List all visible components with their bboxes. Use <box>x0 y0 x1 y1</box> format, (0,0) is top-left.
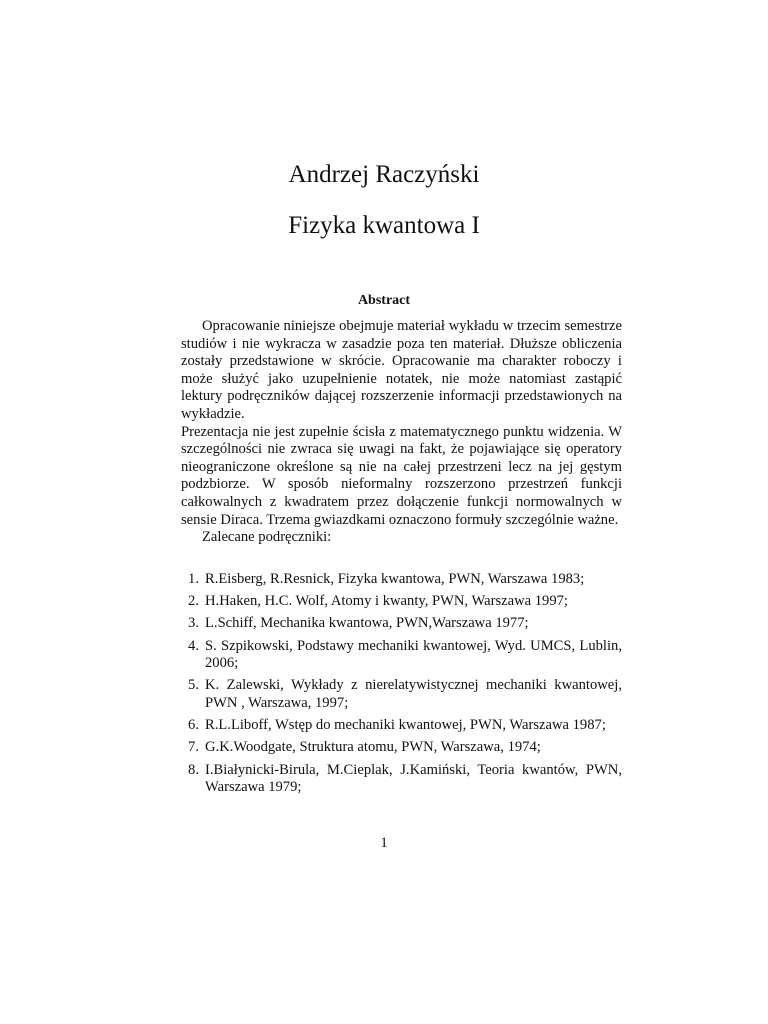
textbook-reference: S. Szpikowski, Podstawy mechaniki kwantowej, Wyd. UMCS, Lublin, 2006; <box>205 637 622 672</box>
textbook-number: 4. <box>188 637 199 654</box>
textbook-reference: R.L.Liboff, Wstęp do mechaniki kwantowej, PWN, Warszawa 1987; <box>205 717 606 734</box>
author-name: Andrzej Raczyński <box>288 161 480 188</box>
abstract-paragraph: Prezentacja nie jest zupełnie ścisła z matematycznego punktu widzenia. W szczególności nie zwraca się uwagi na fakt, że pojawiające się operatory nieograniczone określone są nie na całej przestrzeni lecz na jej gęstym podzbiorze. W sposób nieformalny rozszerzono przestrzeń funkcji całkowalnych z kwadratem przez dołączenie funkcji normowalnych w sensie Diraca. Trzema gwiazdkami oznaczono formuły szczególnie ważne. <box>181 423 622 528</box>
textbook-item <box>181 739 622 757</box>
textbook-number: 6. <box>188 717 199 734</box>
textbook-reference: H.Haken, H.C. Wolf, Atomy i kwanty, PWN, Warszawa 1997; <box>205 593 568 610</box>
textbook-reference: I.Białynicki-Birula, M.Cieplak, J.Kamiński, Teoria kwantów, PWN, Warszawa 1979; <box>205 761 622 796</box>
textbook-item <box>181 593 622 611</box>
textbook-number: 1. <box>188 571 199 587</box>
textbook-number: 3. <box>188 615 199 632</box>
textbook-item <box>181 615 622 633</box>
page-number: 1 <box>380 835 388 851</box>
textbook-reference: K. Zalewski, Wykłady z nierelatywistycznej mechaniki kwantowej, PWN , Warszawa, 1997; <box>205 677 622 711</box>
abstract-paragraph: Opracowanie niniejsze obejmuje materiał wykładu w trzecim semestrze studiów i nie wykracza w zasadzie poza ten materiał. Dłuższe obliczenia zostały przedstawione w skrócie. Opracowanie ma charakter roboczy i może służyć jako uzupełnienie notatek, nie może natomiast zastąpić lektury podręczników dającej rozszerzenie informacji przedstawionych na wykładzie. <box>181 318 622 422</box>
textbook-item <box>181 638 622 673</box>
textbook-number: 8. <box>188 761 199 778</box>
abstract-heading: Abstract <box>357 293 411 308</box>
textbook-list <box>181 571 622 801</box>
textbook-item <box>181 677 622 712</box>
textbook-reference: R.Eisberg, R.Resnick, Fizyka kwantowa, PWN, Warszawa 1983; <box>205 571 585 587</box>
textbook-number: 2. <box>188 593 199 610</box>
textbook-number: 5. <box>188 677 199 694</box>
textbook-reference: G.K.Woodgate, Struktura atomu, PWN, Warszawa, 1974; <box>205 739 541 756</box>
textbook-item <box>181 762 622 797</box>
document-title: Fizyka kwantowa I <box>288 212 480 239</box>
textbook-item <box>181 571 622 589</box>
textbook-item <box>181 717 622 735</box>
textbook-reference: L.Schiff, Mechanika kwantowa, PWN,Warszawa 1977; <box>205 615 529 632</box>
textbook-number: 7. <box>188 739 199 756</box>
recommended-textbooks-label: Zalecane podręczniki: <box>202 529 332 546</box>
abstract-body <box>181 318 622 547</box>
